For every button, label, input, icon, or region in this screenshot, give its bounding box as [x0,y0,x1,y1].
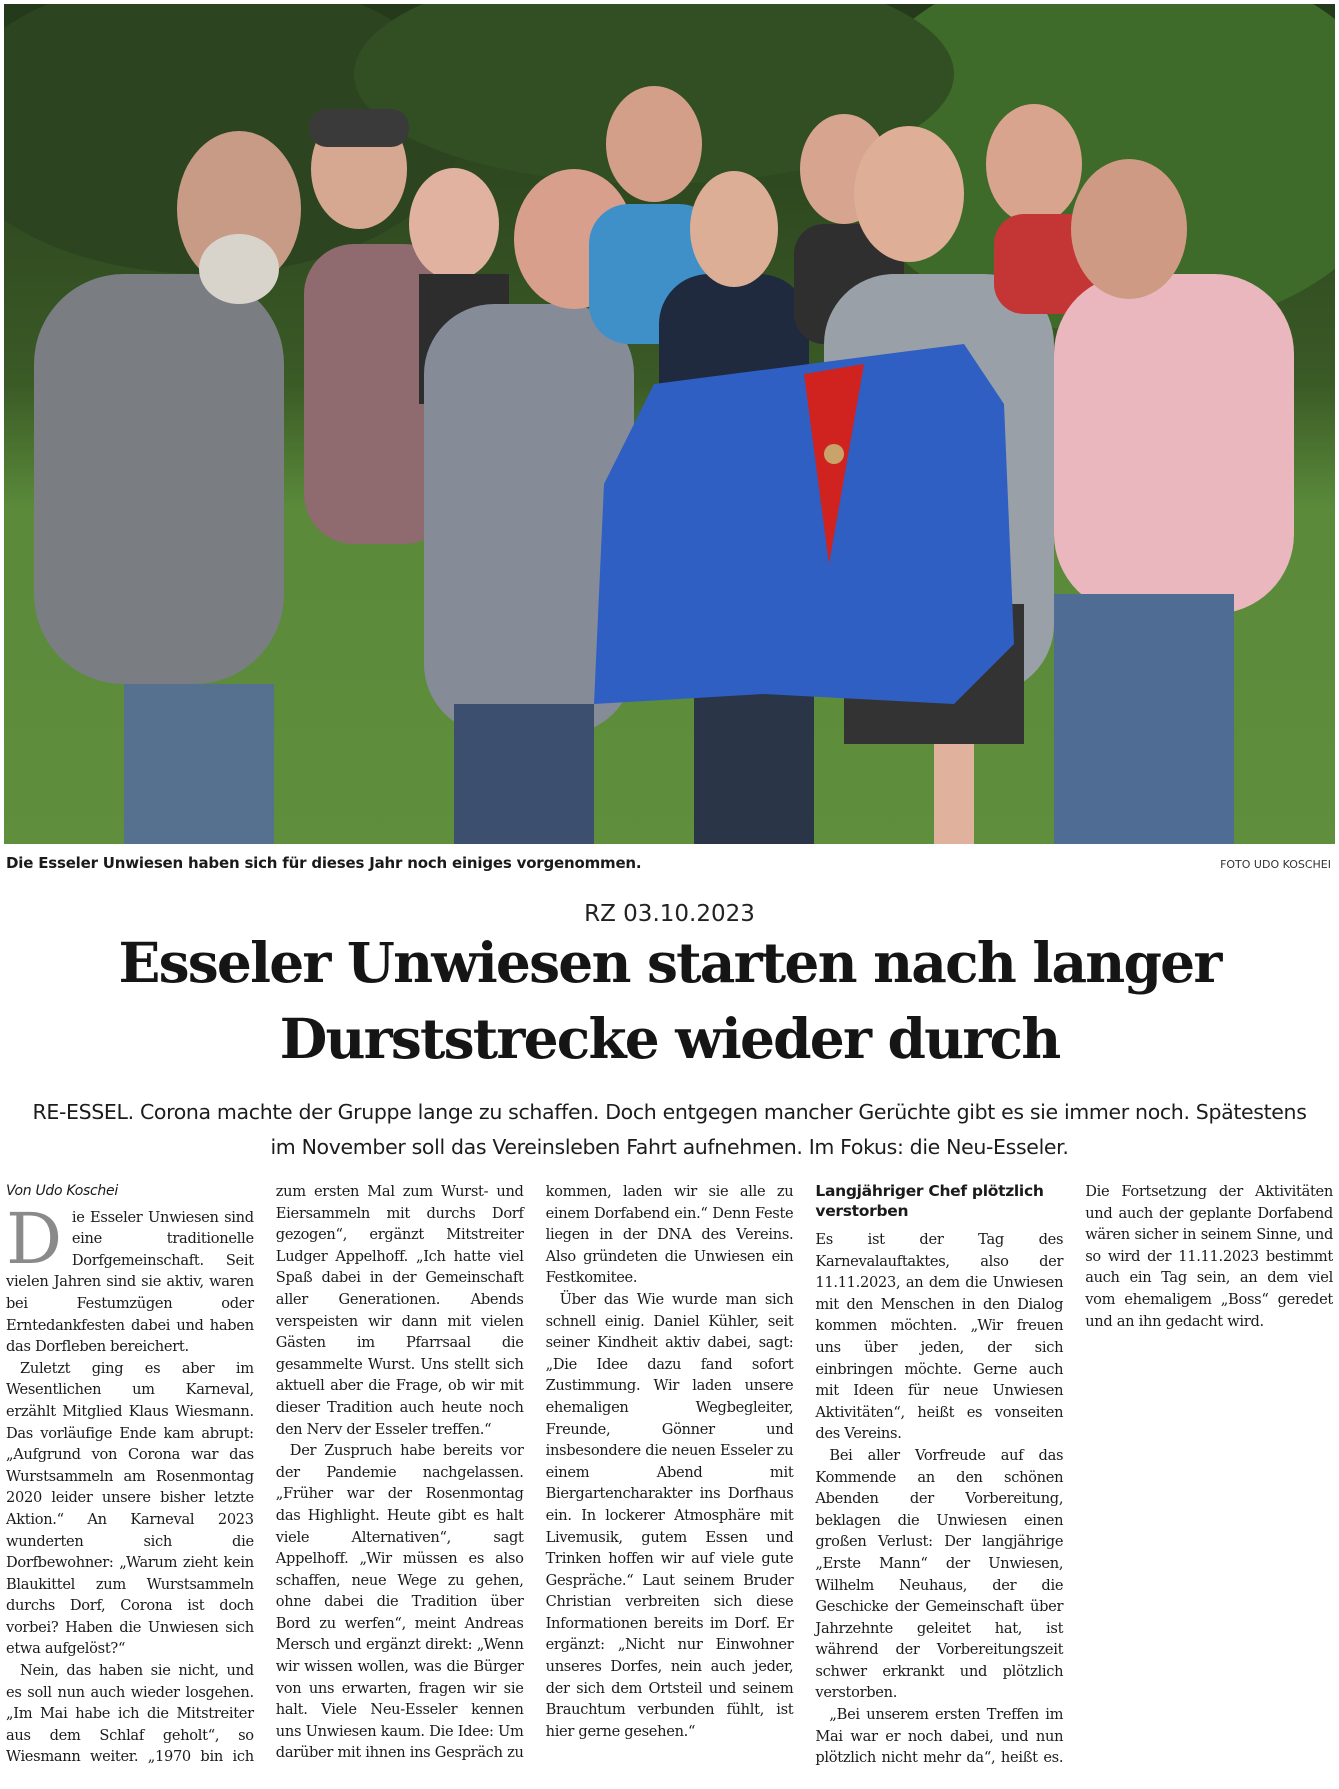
headline-line-2: Durststrecke wieder durch [279,1006,1060,1071]
publication-date: RZ 03.10.2023 [584,901,755,927]
paragraph-3: Nein, das haben sie nicht, und es soll nun auch wieder losgehen. „Im Mai habe ich die Mitstreiter aus dem Schlaf geholt“, so Wiesmann weiter. „1970 bin ich zum ersten Mal zum Wurst- und Eiersammeln mit durchs Dorf gezogen“, ergänzt Mitstreiter Ludger Appelhoff. „Ich hatte viel Spaß dabei in der Gemeinschaft aller Generationen. Abends verspeisten wir dann mit vielen Gästen im Pfarrsaal die gesammelte Wurst. Uns stellt sich aktuell aber die Frage, ob wir mit dieser Tradition auch heute noch den Nerv der Esseler treffen.“ [6,1183,524,1766]
paragraph-6: Es ist der Tag des Karnevalauftaktes, also der 11.11.2023, an dem die Unwiesen mit den Menschen in den Dialog kommen möchten. „Wir freuen uns über jeden, der sich einbringen möchte. Gerne auch mit Ideen für neue Unwiesen Aktivitäten“, heißt es vonseiten des Vereins. [815,1231,1064,1443]
group-photo-icon [4,4,1335,844]
article-body [6,1181,1333,1785]
paragraph-8: „Bei unserem ersten Treffen im Mai war er noch dabei, und nun plötzlich nicht mehr da“, heißt es. Die Fortsetzung der Aktivitäten und auch der geplante Dorfabend wären sicher in seinem Sinne, und so wird der 11.11.2023 bestimmt auch ein Tag sein, an dem viel vom ehemaligem „Boss“ geredet und an ihn gedacht wird. [815,1183,1333,1767]
headline [20,925,1319,1077]
paragraph-4: Der Zuspruch habe bereits vor der Pandemie nachgelassen. „Früher war der Rosenmontag das Highlight. Heute gibt es halt viele Alternativen“, sagt Appelhoff. „Wir müssen es also schaffen, neue Wege zu gehen, ohne dabei die Tradition über Bord zu werfen“, meint Andreas Mersch und ergänzt direkt: „Wenn wir wissen wollen, was die Bürger von uns erwarten, fragen wir sie halt. Viele Neu-Esseler kennen uns Unwiesen kaum. Die Idee: Um darüber mit ihnen ins Gespräch zu kommen, laden wir sie alle zu einem Dorfabend ein.“ Denn Feste liegen in der DNA des Vereins. Also gründeten die Unwiesen ein Festkomitee. [275,1183,794,1762]
dateline: RE-ESSEL. [32,1100,134,1124]
lead-paragraph [20,1095,1319,1165]
paragraph-5: Über das Wie wurde man sich schnell einig. Daniel Kühler, seit seiner Kindheit aktiv dabei, sagt: „Die Idee dazu fand sofort Zustimmung. Wir laden unsere ehemaligen Wegbegleiter, Freunde, Gönner und insbesondere die neuen Esseler zu einem Abend mit Biergartencharakter ins Dorfhaus ein. In lockerer Atmosphäre mit Livemusik, gutem Essen und Trinken hoffen wir auf viele gute Gespräche.“ Laut seinem Bruder Christian verbreiten sich diese Informationen bereits im Dorf. Er ergänzt: „Nicht nur Einwohner unseres Dorfes, nein auch jeder, der sich dem Ortsteil und seinem Brauchtum verbunden fühlt, ist hier gerne gesehen.“ [545,1290,794,1740]
subheading: Langjähriger Chef plötzlich verstorben [815,1182,1044,1220]
lead-text: Corona machte der Gruppe lange zu schaffen. Doch entgegen mancher Gerüchte gibt es sie immer noch. Spätestens im November soll das Vereinsleben Fahrt aufnehmen. Im Fokus: die Neu-Esseler. [139,1100,1307,1159]
photo-caption: Die Esseler Unwiesen haben sich für dieses Jahr noch einiges vorgenommen. [6,854,642,872]
paragraph-1: Die Esseler Unwiesen sind eine traditionelle Dorfgemeinschaft. Seit vielen Jahren sind sie aktiv, waren bei Festumzügen oder Erntedankfesten dabei und haben das Dorfleben bereichert. [6,1197,254,1356]
paragraph-7: Bei aller Vorfreude auf das Kommende an den schönen Abenden der Vorbereitung, beklagen die Unwiesen einen großen Verlust: Der langjährige „Erste Mann“ der Unwiesen, Wilhelm Neuhaus, der die Geschicke der Gemeinschaft über Jahrzehnte geleitet hat, ist während der Vorbereitungszeit schwer erkrankt und plötzlich verstorben. [815,1446,1064,1702]
paragraph-2: Zuletzt ging es aber im Wesentlichen um Karneval, erzählt Mitglied Klaus Wiesmann. Das vorläufige Ende kam abrupt: „Aufgrund von Corona war das Wurstsammeln am Rosenmontag 2020 leider unsere bisher letzte Aktion.“ An Karneval 2023 wunderten sich die Dorfbewohner: „Warum zieht kein Blaukittel zum Wurstsammeln durchs Dorf, Corona ist doch vorbei? Haben die Unwiesen sich etwa aufgelöst?“ [6,1359,254,1658]
dropcap: D [6,1197,62,1280]
headline-line-1: Esseler Unwiesen starten nach langer [118,930,1221,995]
blue-shirt [594,344,1014,704]
group-photo [4,4,1335,844]
byline: Von Udo Koschei [6,1183,118,1199]
photo-credit: FOTO UDO KOSCHEI [1220,858,1331,871]
